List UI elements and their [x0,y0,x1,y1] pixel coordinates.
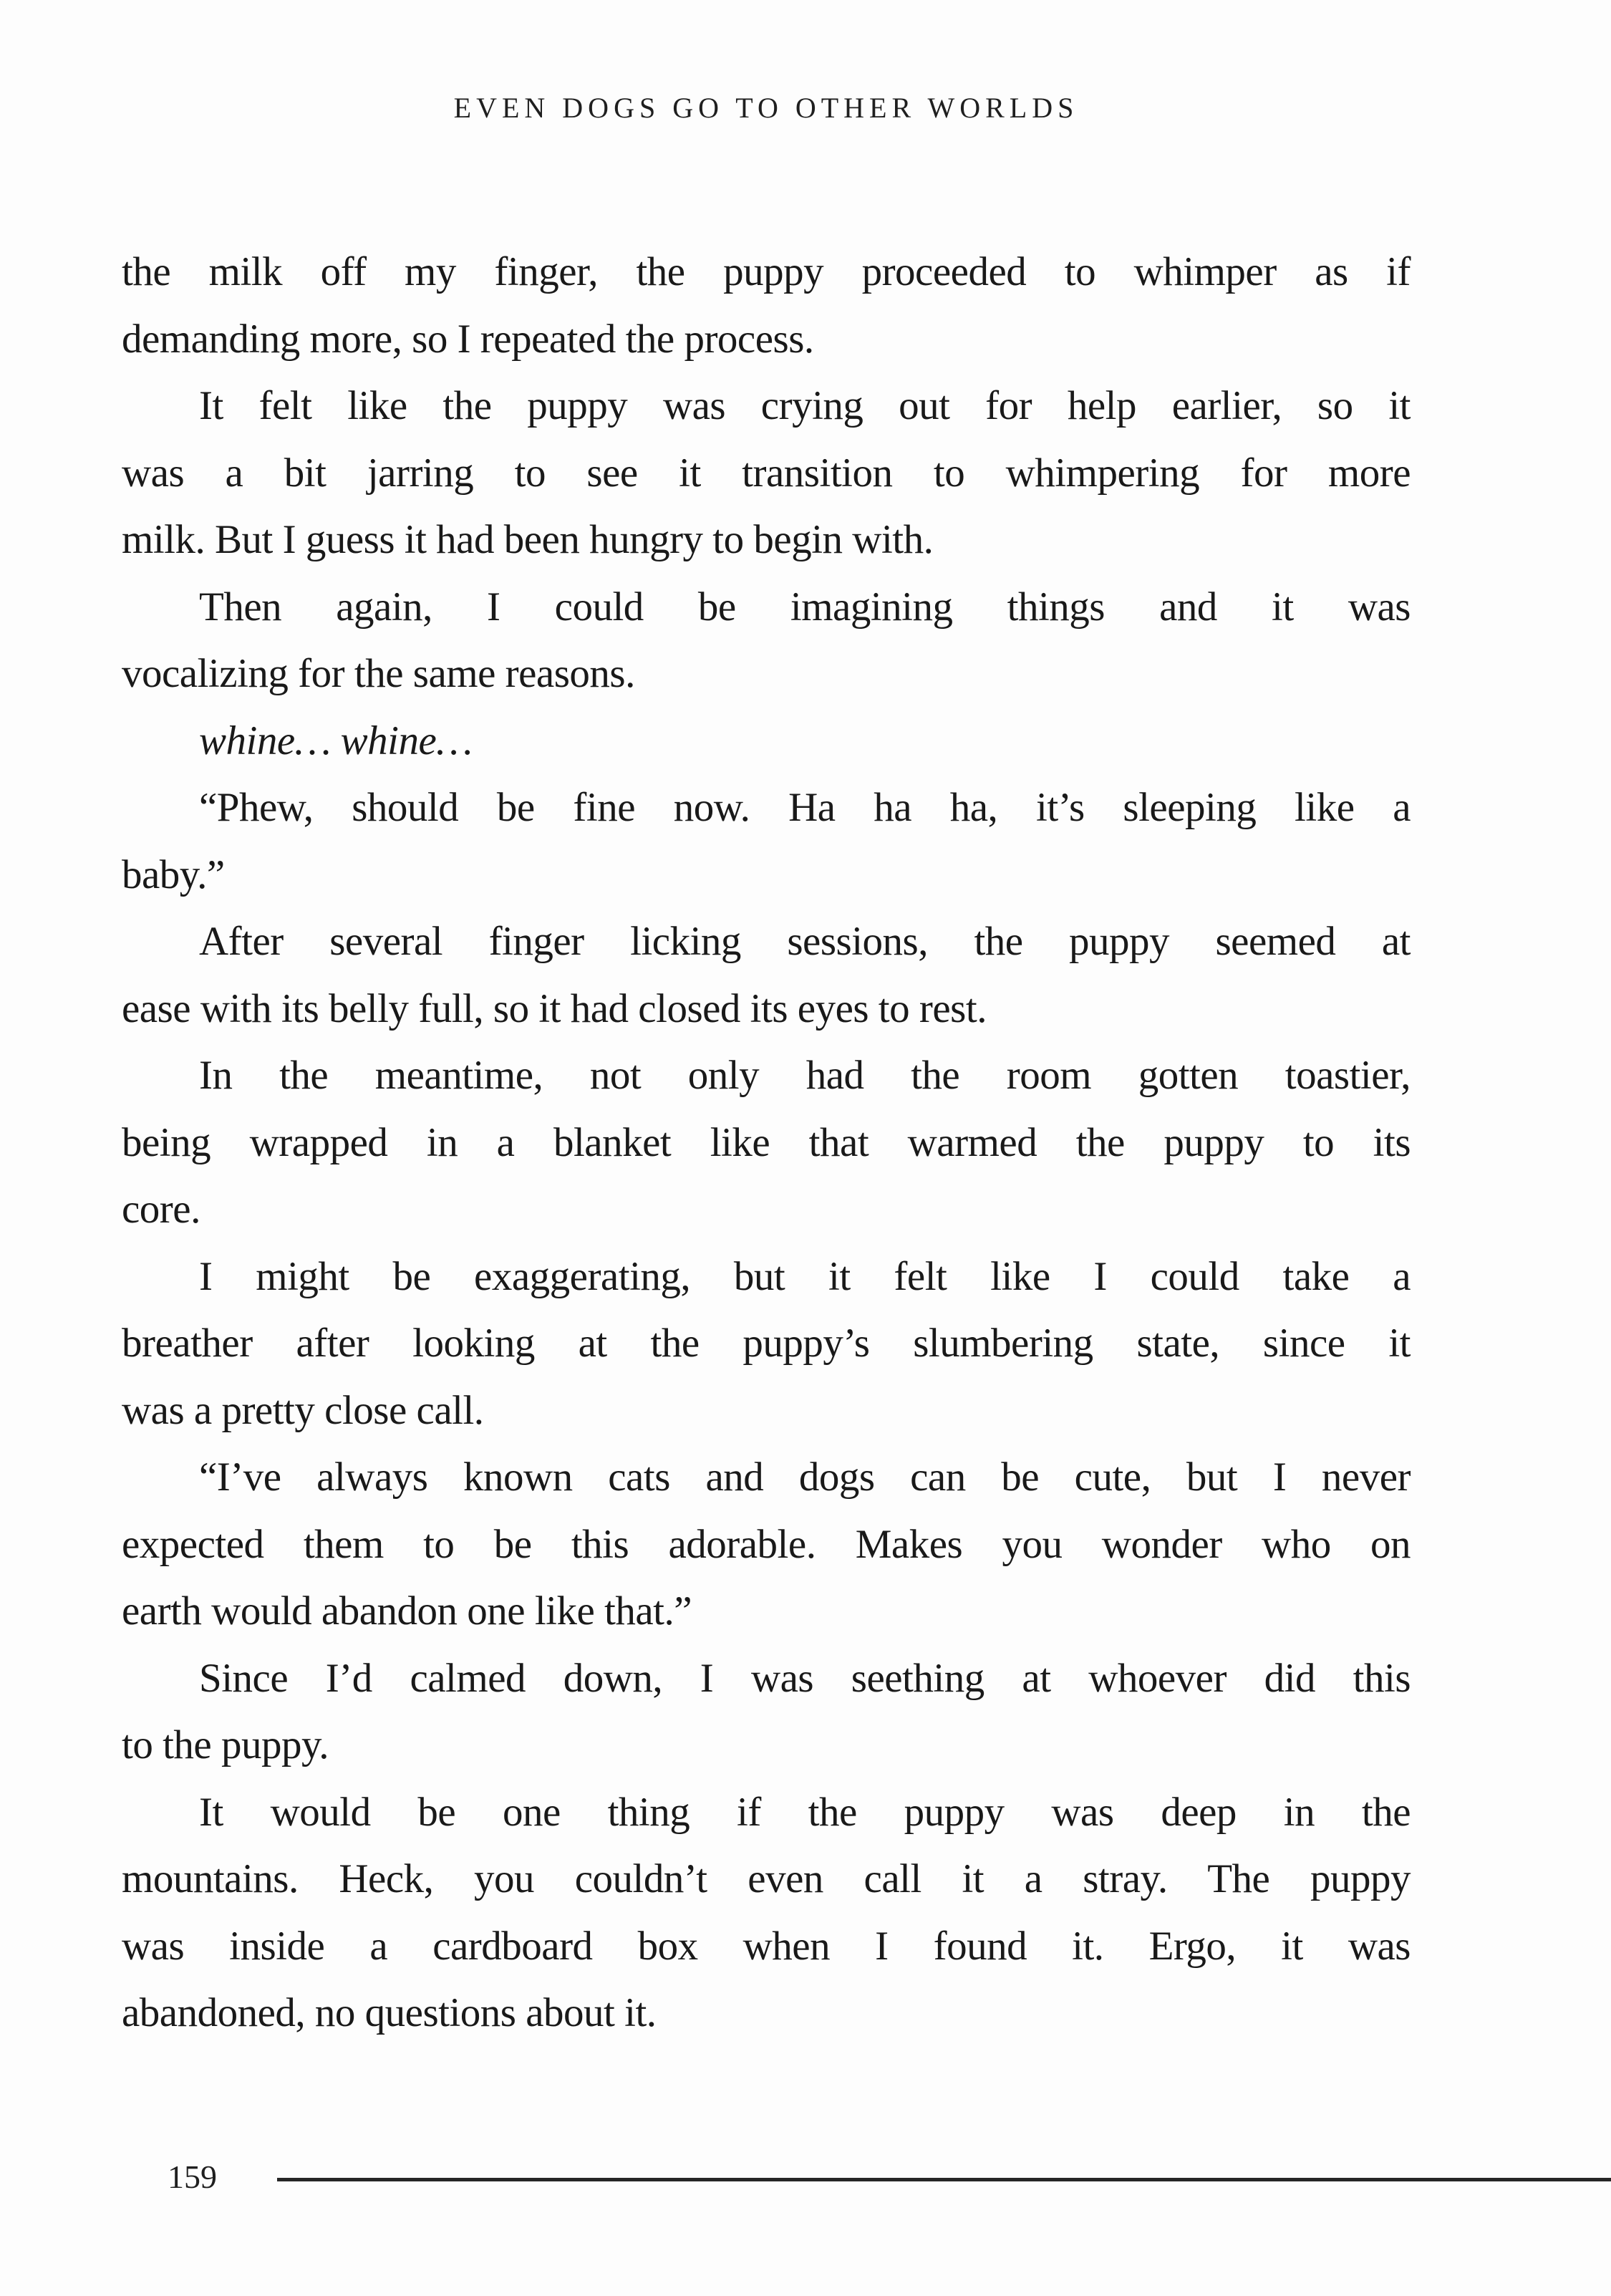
text-line: breather after looking at the puppy’s slumbering state, since it [122,1321,1411,1366]
text-line: the milk off my finger, the puppy proceeded to whimper as if [122,249,1411,294]
text-line: I might be exaggerating, but it felt like I could take a [199,1253,1411,1299]
text-line: “Phew, should be fine now. Ha ha ha, it’s sleeping like a [199,785,1411,830]
text-line: It would be one thing if the puppy was deep in the [199,1789,1411,1835]
text-line: Since I’d calmed down, I was seething at whoever did this [199,1655,1411,1701]
text-line: Then again, I could be imagining things and it was [199,584,1411,630]
text-line: was a pretty close call. [122,1387,484,1433]
text-line: It felt like the puppy was crying out for help earlier, so it [199,383,1411,428]
text-line: demanding more, so I repeated the process. [122,316,814,362]
text-line: mountains. Heck, you couldn’t even call it a stray. The puppy [122,1856,1411,1901]
text-line: vocalizing for the same reasons. [122,651,635,696]
text-line: baby.” [122,852,225,897]
text-line: “I’ve always known cats and dogs can be cute, but I never [199,1455,1411,1500]
text-line: expected them to be this adorable. Makes you wonder who on [122,1521,1411,1567]
text-line: milk. But I guess it had been hungry to begin with. [122,517,934,562]
text-line: was a bit jarring to see it transition to whimpering for more [122,450,1411,496]
page-number: 159 [168,2158,217,2195]
text-line: earth would abandon one like that.” [122,1588,692,1634]
text-line: was inside a cardboard box when I found it. Ergo, it was [122,1923,1411,1969]
footer-rule [277,2178,1611,2181]
running-header-title: EVEN DOGS GO TO OTHER WORLDS [453,92,1079,124]
text-line: ease with its belly full, so it had closed its eyes to rest. [122,985,987,1031]
text-line: After several finger licking sessions, the puppy seemed at [199,919,1411,964]
text-line: to the puppy. [122,1722,329,1767]
text-line: abandoned, no questions about it. [122,1990,657,2035]
text-line: being wrapped in a blanket like that warmed the puppy to its [122,1119,1411,1165]
text-block [122,238,1411,2047]
text-line: core. [122,1187,200,1232]
text-line: In the meantime, not only had the room gotten toastier, [199,1053,1411,1098]
text-line: whine… whine… [199,718,473,763]
